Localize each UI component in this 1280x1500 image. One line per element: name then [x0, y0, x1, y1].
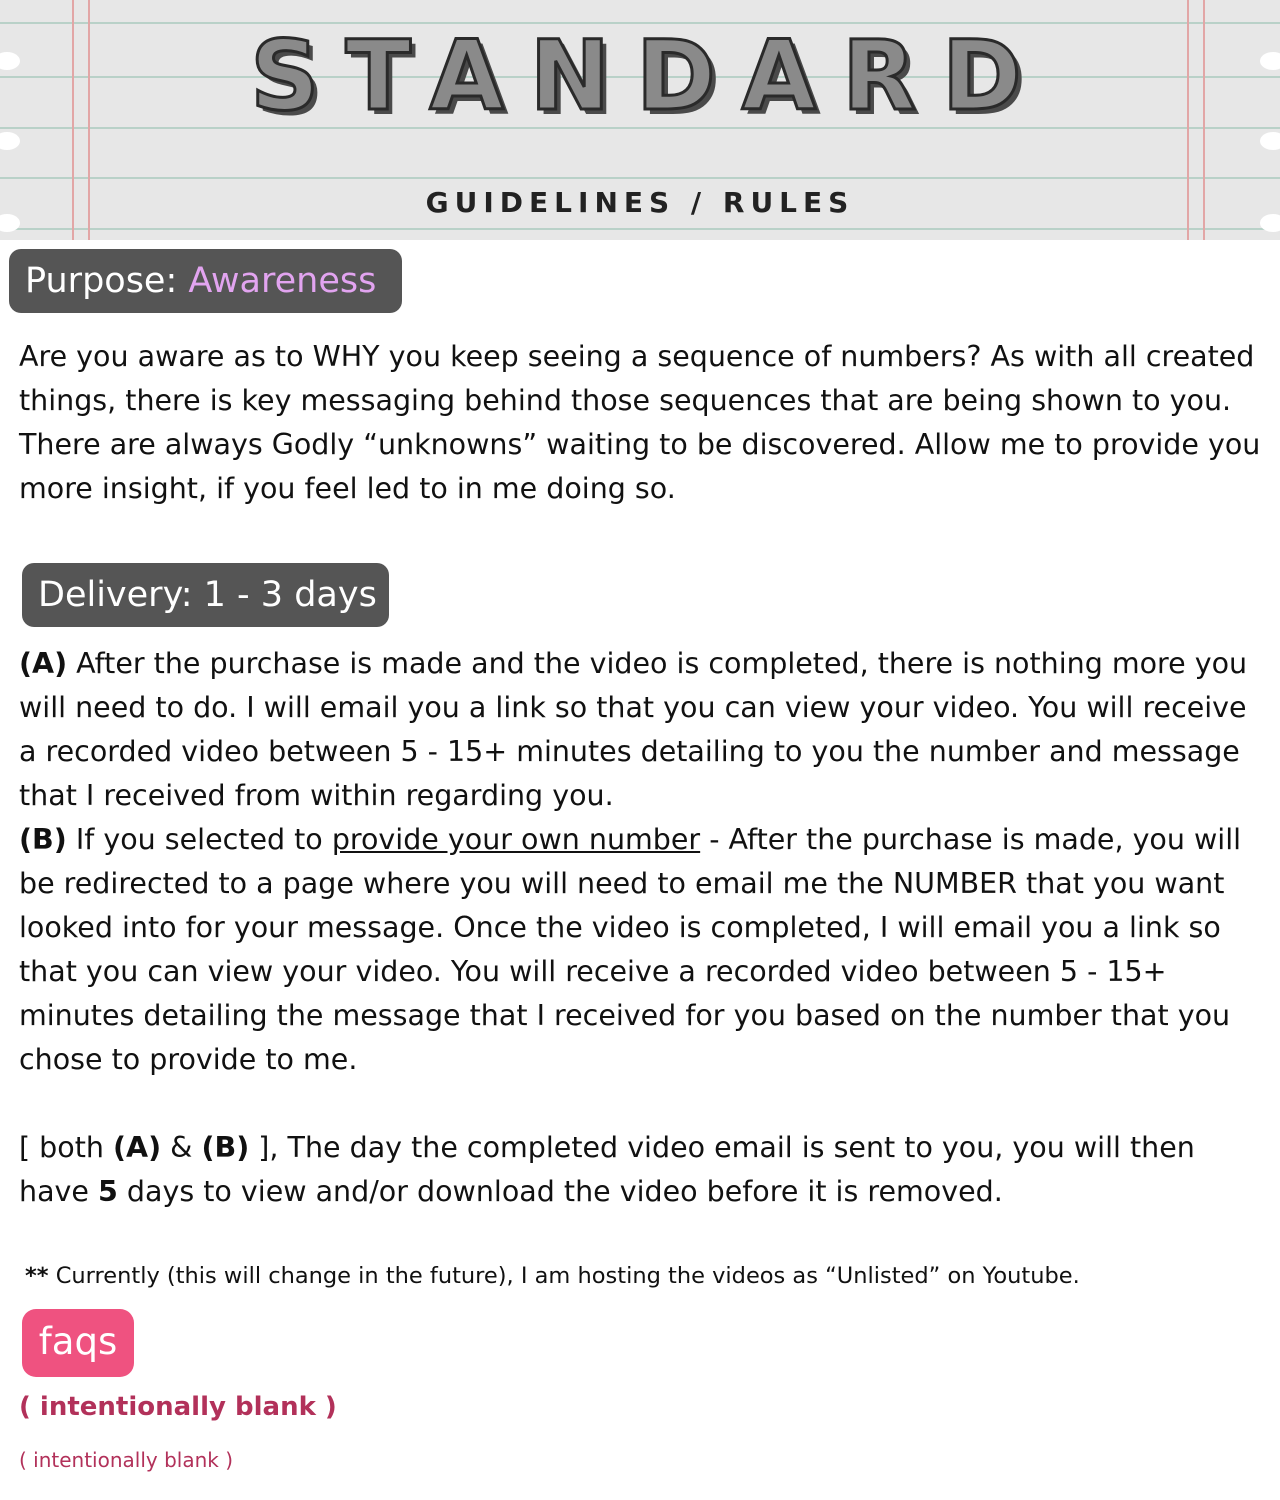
days-count: 5 — [98, 1175, 118, 1208]
delivery-badge: Delivery: 1 - 3 days — [22, 563, 389, 627]
ruled-line — [0, 177, 1280, 179]
purpose-badge — [9, 249, 402, 313]
both-a: (A) — [113, 1131, 162, 1164]
both-options-text — [19, 1126, 1269, 1214]
hosting-note — [25, 1259, 1265, 1293]
page-title: STANDARD — [250, 20, 1048, 132]
option-a-text: After the purchase is made and the video is completed, there is nothing more you will need to do. I will email you a link so that you can view your video. You will receive a recorded video between 5 - 15+ minutes detailing to you the number and message that I received from within regarding you. — [19, 647, 1248, 812]
option-b-marker: (B) — [19, 823, 67, 856]
option-a-marker: (A) — [19, 647, 68, 680]
both-mid: ], The day the completed video email is sent to you, you will then have — [19, 1131, 1195, 1208]
both-pre: [ both — [19, 1131, 114, 1164]
option-b-text-post: - After the purchase is made, you will be redirected to a page where you will need to email me the NUMBER that you want looked into for your message. Once the video is completed, I will email you a link so that you can view your video. You will receive a recorded video between 5 - 15+ minutes detailing the message that I received for you based on the number that you chose to provide to me. — [19, 823, 1242, 1076]
faqs-blank-small: ( intentionally blank ) — [19, 1448, 234, 1472]
notebook-header — [0, 0, 1280, 240]
purpose-text: Are you aware as to WHY you keep seeing a sequence of numbers? As with all created things, there is key messaging behind those sequences that are being shown to you. There are always Godly “unknowns” waiting to be discovered. Allow me to provide you more insight, if you feel led to in me doing so. — [19, 340, 1261, 505]
note-stars: ** — [25, 1263, 49, 1289]
faqs-button[interactable]: faqs — [22, 1309, 134, 1377]
provide-number-link[interactable]: provide your own number — [331, 823, 701, 856]
both-amp: & — [161, 1131, 202, 1164]
purpose-label: Purpose: — [25, 261, 189, 301]
page-subtitle: GUIDELINES / RULES — [425, 186, 855, 219]
purpose-value: Awareness — [188, 261, 377, 301]
note-text: Currently (this will change in the future), I am hosting the videos as “Unlisted” on Youtube. — [48, 1263, 1080, 1289]
both-post: days to view and/or download the video before it is removed. — [117, 1175, 1003, 1208]
both-b: (B) — [201, 1131, 250, 1164]
option-b-text-pre: If you selected to — [66, 823, 332, 856]
faqs-blank-bold: ( intentionally blank ) — [19, 1392, 337, 1422]
delivery-text — [19, 642, 1269, 1082]
binder-hole — [0, 132, 20, 150]
binder-hole — [1260, 132, 1280, 150]
ruled-line — [0, 228, 1280, 230]
